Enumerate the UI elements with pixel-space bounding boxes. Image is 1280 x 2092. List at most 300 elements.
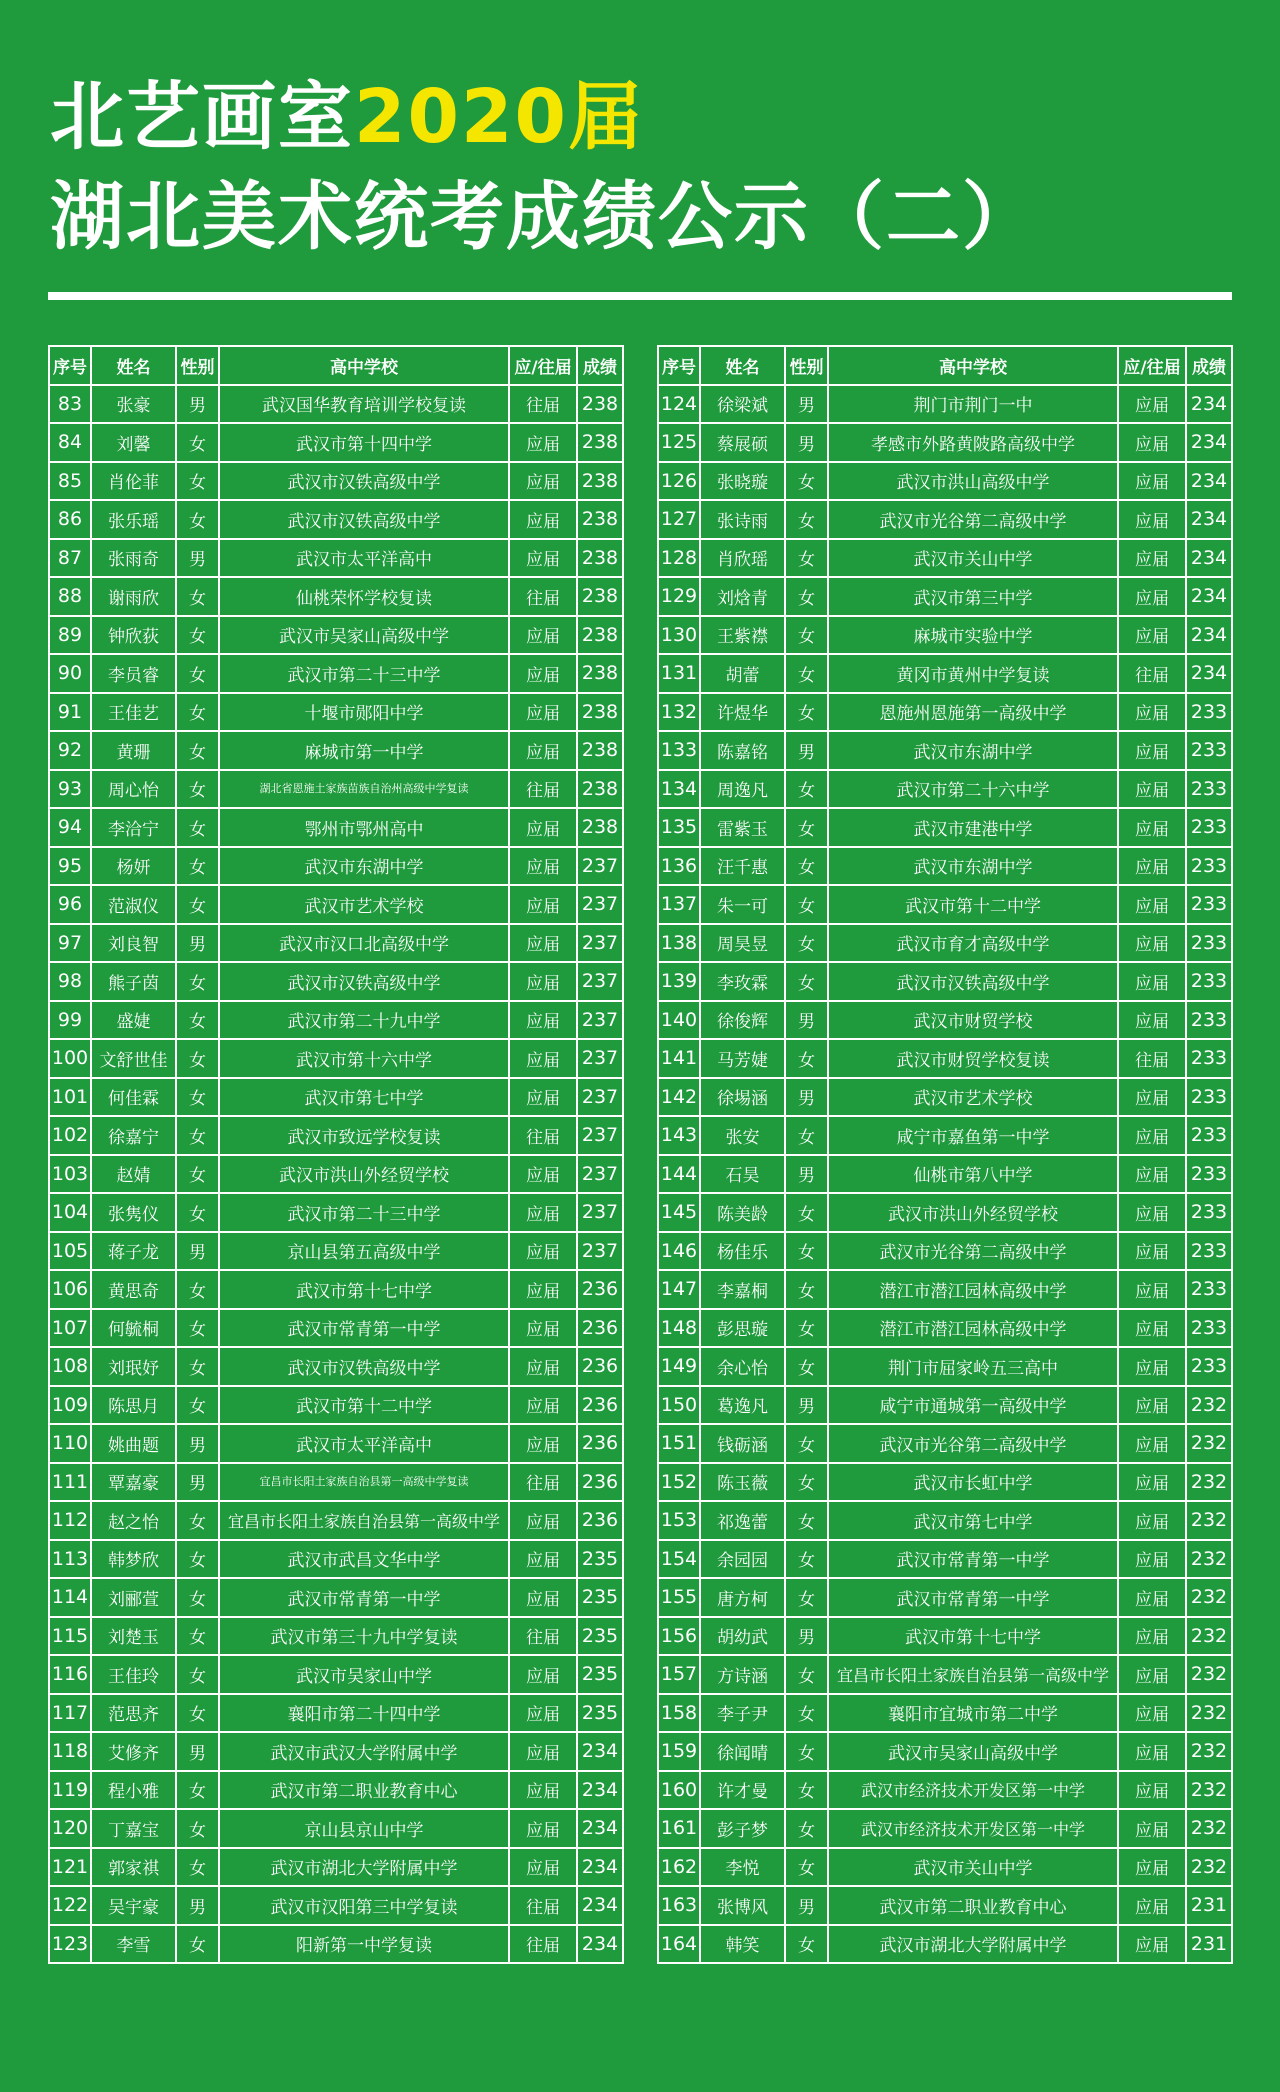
cell-gender: 男 [176, 1463, 219, 1502]
cell-seq: 147 [658, 1270, 700, 1309]
cell-name: 李玫霖 [700, 962, 785, 1001]
cell-score: 237 [577, 1116, 623, 1155]
cell-status: 应届 [1118, 1193, 1186, 1232]
cell-score: 238 [577, 539, 623, 578]
score-table-right [657, 345, 1233, 1964]
table-row [49, 1617, 623, 1656]
cell-school: 仙桃荣怀学校复读 [219, 577, 509, 616]
cell-status: 应届 [509, 924, 577, 963]
cell-gender: 女 [176, 1193, 219, 1232]
cell-name: 葛逸凡 [700, 1386, 785, 1425]
cell-name: 张隽仪 [91, 1193, 176, 1232]
title-studio-name: 北艺画室 [50, 74, 354, 160]
cell-seq: 97 [49, 924, 91, 963]
cell-name: 周心怡 [91, 770, 176, 809]
cell-name: 范淑仪 [91, 885, 176, 924]
cell-school: 武汉市常青第一中学 [828, 1540, 1118, 1579]
cell-seq: 164 [658, 1925, 700, 1964]
table-row [49, 847, 623, 886]
column-header-school: 高中学校 [828, 346, 1118, 385]
cell-name: 姚曲题 [91, 1424, 176, 1463]
cell-gender: 女 [176, 1270, 219, 1309]
cell-score: 237 [577, 1232, 623, 1271]
cell-seq: 161 [658, 1809, 700, 1848]
cell-gender: 女 [176, 500, 219, 539]
cell-school: 武汉市第十四中学 [219, 423, 509, 462]
cell-gender: 女 [176, 1925, 219, 1964]
cell-seq: 102 [49, 1116, 91, 1155]
cell-name: 陈思月 [91, 1386, 176, 1425]
cell-name: 周昊昱 [700, 924, 785, 963]
cell-name: 马芳婕 [700, 1039, 785, 1078]
cell-seq: 160 [658, 1771, 700, 1810]
cell-gender: 女 [785, 1848, 828, 1887]
table-row [49, 539, 623, 578]
cell-score: 235 [577, 1694, 623, 1733]
cell-school: 武汉市第二十三中学 [219, 1193, 509, 1232]
cell-gender: 女 [785, 1232, 828, 1271]
cell-name: 刘焓青 [700, 577, 785, 616]
cell-status: 应届 [1118, 539, 1186, 578]
cell-gender: 女 [785, 1732, 828, 1771]
cell-school: 武汉市光谷第二高级中学 [828, 1232, 1118, 1271]
cell-name: 彭子梦 [700, 1809, 785, 1848]
cell-gender: 男 [785, 1386, 828, 1425]
cell-school: 武汉市洪山高级中学 [828, 462, 1118, 501]
cell-score: 232 [1186, 1655, 1232, 1694]
cell-seq: 134 [658, 770, 700, 809]
cell-score: 238 [577, 577, 623, 616]
cell-name: 胡蕾 [700, 654, 785, 693]
cell-seq: 87 [49, 539, 91, 578]
cell-score: 231 [1186, 1925, 1232, 1964]
cell-seq: 119 [49, 1771, 91, 1810]
table-row [49, 1463, 623, 1502]
table-row [658, 1001, 1232, 1040]
cell-gender: 男 [176, 1232, 219, 1271]
cell-gender: 女 [785, 808, 828, 847]
cell-school: 荆门市荆门一中 [828, 385, 1118, 424]
cell-name: 唐方柯 [700, 1578, 785, 1617]
cell-school: 武汉市光谷第二高级中学 [828, 500, 1118, 539]
cell-school: 武汉市东湖中学 [828, 847, 1118, 886]
cell-school: 武汉市光谷第二高级中学 [828, 1424, 1118, 1463]
table-row [658, 1232, 1232, 1271]
cell-score: 232 [1186, 1809, 1232, 1848]
cell-score: 235 [577, 1540, 623, 1579]
cell-score: 233 [1186, 885, 1232, 924]
column-header-name: 姓名 [700, 346, 785, 385]
cell-status: 应届 [1118, 885, 1186, 924]
cell-score: 234 [1186, 539, 1232, 578]
cell-score: 234 [577, 1925, 623, 1964]
cell-score: 233 [1186, 962, 1232, 1001]
table-row [658, 1193, 1232, 1232]
cell-name: 刘楚玉 [91, 1617, 176, 1656]
cell-score: 233 [1186, 1309, 1232, 1348]
cell-gender: 女 [176, 808, 219, 847]
column-header-gender: 性别 [785, 346, 828, 385]
cell-score: 233 [1186, 808, 1232, 847]
table-body [49, 385, 623, 1964]
cell-status: 应届 [509, 1386, 577, 1425]
cell-seq: 95 [49, 847, 91, 886]
cell-score: 234 [577, 1809, 623, 1848]
cell-seq: 154 [658, 1540, 700, 1579]
cell-name: 徐俊辉 [700, 1001, 785, 1040]
cell-name: 陈美龄 [700, 1193, 785, 1232]
table-row [49, 693, 623, 732]
cell-gender: 女 [785, 1039, 828, 1078]
cell-score: 238 [577, 654, 623, 693]
cell-status: 应届 [1118, 1270, 1186, 1309]
cell-score: 233 [1186, 924, 1232, 963]
cell-name: 张博风 [700, 1886, 785, 1925]
cell-status: 应届 [509, 423, 577, 462]
table-row [49, 1078, 623, 1117]
cell-seq: 99 [49, 1001, 91, 1040]
cell-gender: 男 [176, 539, 219, 578]
cell-score: 232 [1186, 1386, 1232, 1425]
cell-school: 鄂州市鄂州高中 [219, 808, 509, 847]
cell-seq: 138 [658, 924, 700, 963]
cell-score: 232 [1186, 1732, 1232, 1771]
cell-score: 236 [577, 1463, 623, 1502]
cell-status: 应届 [509, 1309, 577, 1348]
cell-status: 应届 [509, 1732, 577, 1771]
cell-status: 应届 [1118, 1578, 1186, 1617]
cell-school: 麻城市第一中学 [219, 731, 509, 770]
cell-seq: 84 [49, 423, 91, 462]
table-row [658, 1039, 1232, 1078]
cell-score: 234 [577, 1886, 623, 1925]
cell-name: 艾修齐 [91, 1732, 176, 1771]
cell-school: 武汉市太平洋高中 [219, 539, 509, 578]
table-header-row [658, 346, 1232, 385]
cell-status: 往届 [509, 1116, 577, 1155]
cell-gender: 男 [176, 1424, 219, 1463]
cell-name: 赵婧 [91, 1155, 176, 1194]
cell-school: 咸宁市嘉鱼第一中学 [828, 1116, 1118, 1155]
table-row [658, 539, 1232, 578]
cell-school: 武汉市汉阳第三中学复读 [219, 1886, 509, 1925]
cell-name: 雷紫玉 [700, 808, 785, 847]
cell-status: 应届 [509, 847, 577, 886]
cell-school: 潜江市潜江园林高级中学 [828, 1309, 1118, 1348]
table-row [49, 1578, 623, 1617]
cell-gender: 女 [176, 462, 219, 501]
table-row [658, 1270, 1232, 1309]
cell-gender: 女 [785, 462, 828, 501]
cell-school: 武汉市第三十九中学复读 [219, 1617, 509, 1656]
cell-gender: 女 [785, 1809, 828, 1848]
table-row [49, 924, 623, 963]
table-row [658, 654, 1232, 693]
cell-status: 往届 [509, 1925, 577, 1964]
cell-score: 238 [577, 462, 623, 501]
cell-seq: 100 [49, 1039, 91, 1078]
cell-school: 武汉市吴家山高级中学 [219, 616, 509, 655]
cell-gender: 女 [176, 1694, 219, 1733]
cell-gender: 女 [785, 885, 828, 924]
cell-seq: 111 [49, 1463, 91, 1502]
cell-seq: 93 [49, 770, 91, 809]
cell-school: 潜江市潜江园林高级中学 [828, 1270, 1118, 1309]
cell-seq: 115 [49, 1617, 91, 1656]
cell-score: 232 [1186, 1848, 1232, 1887]
cell-gender: 女 [176, 1309, 219, 1348]
cell-name: 刘郦萱 [91, 1578, 176, 1617]
cell-gender: 女 [176, 423, 219, 462]
cell-name: 张晓璇 [700, 462, 785, 501]
cell-seq: 151 [658, 1424, 700, 1463]
column-header-school: 高中学校 [219, 346, 509, 385]
cell-seq: 96 [49, 885, 91, 924]
page-title-line1 [50, 72, 644, 162]
cell-gender: 女 [176, 577, 219, 616]
table-row [658, 1732, 1232, 1771]
cell-score: 233 [1186, 1270, 1232, 1309]
cell-name: 杨佳乐 [700, 1232, 785, 1271]
cell-seq: 117 [49, 1694, 91, 1733]
cell-name: 吴宇豪 [91, 1886, 176, 1925]
cell-score: 237 [577, 885, 623, 924]
table-row [658, 1309, 1232, 1348]
cell-status: 应届 [1118, 731, 1186, 770]
cell-status: 应届 [509, 808, 577, 847]
table-row [658, 1540, 1232, 1579]
cell-seq: 114 [49, 1578, 91, 1617]
cell-name: 黄思奇 [91, 1270, 176, 1309]
table-row [49, 731, 623, 770]
cell-score: 232 [1186, 1501, 1232, 1540]
cell-status: 应届 [1118, 1540, 1186, 1579]
table-row [658, 500, 1232, 539]
cell-score: 237 [577, 924, 623, 963]
cell-school: 武汉市东湖中学 [219, 847, 509, 886]
cell-status: 应届 [1118, 1886, 1186, 1925]
cell-name: 肖欣瑶 [700, 539, 785, 578]
cell-seq: 146 [658, 1232, 700, 1271]
cell-name: 王紫襟 [700, 616, 785, 655]
cell-name: 胡幼武 [700, 1617, 785, 1656]
cell-school: 武汉市常青第一中学 [828, 1578, 1118, 1617]
cell-name: 文舒世佳 [91, 1039, 176, 1078]
cell-score: 233 [1186, 1232, 1232, 1271]
cell-score: 236 [577, 1501, 623, 1540]
cell-seq: 106 [49, 1270, 91, 1309]
cell-seq: 94 [49, 808, 91, 847]
table-row [49, 1386, 623, 1425]
cell-name: 李子尹 [700, 1694, 785, 1733]
cell-gender: 女 [176, 1116, 219, 1155]
table-row [658, 1655, 1232, 1694]
cell-seq: 110 [49, 1424, 91, 1463]
cell-name: 程小雅 [91, 1771, 176, 1810]
cell-status: 应届 [509, 1578, 577, 1617]
cell-status: 应届 [509, 1078, 577, 1117]
table-row [49, 962, 623, 1001]
cell-gender: 女 [176, 1771, 219, 1810]
table-row [49, 1771, 623, 1810]
cell-seq: 141 [658, 1039, 700, 1078]
cell-gender: 男 [176, 924, 219, 963]
cell-name: 王佳玲 [91, 1655, 176, 1694]
table-row [49, 577, 623, 616]
cell-name: 蒋子龙 [91, 1232, 176, 1271]
cell-name: 何毓桐 [91, 1309, 176, 1348]
table-row [49, 885, 623, 924]
cell-school: 武汉市汉铁高级中学 [219, 962, 509, 1001]
table-row [658, 1386, 1232, 1425]
table-row [658, 1809, 1232, 1848]
cell-score: 234 [1186, 500, 1232, 539]
cell-status: 应届 [509, 1771, 577, 1810]
cell-score: 233 [1186, 1001, 1232, 1040]
cell-status: 应届 [1118, 1424, 1186, 1463]
cell-name: 刘馨 [91, 423, 176, 462]
cell-status: 应届 [509, 1193, 577, 1232]
cell-name: 李悦 [700, 1848, 785, 1887]
table-row [49, 808, 623, 847]
cell-score: 233 [1186, 731, 1232, 770]
cell-name: 何佳霖 [91, 1078, 176, 1117]
cell-name: 徐嘉宁 [91, 1116, 176, 1155]
cell-seq: 116 [49, 1655, 91, 1694]
table-row [49, 616, 623, 655]
cell-score: 234 [1186, 462, 1232, 501]
cell-status: 应届 [1118, 808, 1186, 847]
cell-school: 武汉市汉铁高级中学 [219, 500, 509, 539]
score-table-left [48, 345, 624, 1964]
cell-gender: 女 [785, 539, 828, 578]
cell-score: 234 [1186, 616, 1232, 655]
cell-gender: 男 [785, 731, 828, 770]
cell-seq: 144 [658, 1155, 700, 1194]
cell-status: 应届 [1118, 1925, 1186, 1964]
table-row [658, 1848, 1232, 1887]
cell-school: 武汉市太平洋高中 [219, 1424, 509, 1463]
cell-seq: 140 [658, 1001, 700, 1040]
cell-seq: 86 [49, 500, 91, 539]
cell-school: 襄阳市第二十四中学 [219, 1694, 509, 1733]
cell-seq: 136 [658, 847, 700, 886]
cell-gender: 女 [785, 577, 828, 616]
cell-status: 应届 [509, 1155, 577, 1194]
cell-name: 丁嘉宝 [91, 1809, 176, 1848]
cell-school: 武汉市经济技术开发区第一中学 [828, 1809, 1118, 1848]
cell-status: 应届 [1118, 1848, 1186, 1887]
cell-name: 覃嘉豪 [91, 1463, 176, 1502]
cell-gender: 女 [176, 1039, 219, 1078]
cell-name: 钱砺涵 [700, 1424, 785, 1463]
table-row [49, 1655, 623, 1694]
cell-name: 李员睿 [91, 654, 176, 693]
cell-score: 232 [1186, 1578, 1232, 1617]
cell-status: 应届 [509, 1501, 577, 1540]
title-divider [48, 292, 1232, 300]
title-year: 2020届 [354, 74, 644, 160]
cell-name: 张豪 [91, 385, 176, 424]
table-row [49, 1309, 623, 1348]
cell-seq: 149 [658, 1347, 700, 1386]
cell-score: 237 [577, 1155, 623, 1194]
cell-gender: 女 [785, 770, 828, 809]
cell-score: 234 [1186, 385, 1232, 424]
cell-seq: 157 [658, 1655, 700, 1694]
cell-status: 应届 [1118, 1001, 1186, 1040]
cell-name: 张雨奇 [91, 539, 176, 578]
cell-status: 应届 [1118, 577, 1186, 616]
column-header-name: 姓名 [91, 346, 176, 385]
table-row [658, 885, 1232, 924]
cell-name: 祁逸蕾 [700, 1501, 785, 1540]
cell-gender: 女 [176, 1001, 219, 1040]
cell-name: 方诗涵 [700, 1655, 785, 1694]
cell-score: 236 [577, 1309, 623, 1348]
cell-school: 孝感市外路黄陂路高级中学 [828, 423, 1118, 462]
cell-score: 237 [577, 1078, 623, 1117]
cell-school: 武汉市汉铁高级中学 [219, 462, 509, 501]
table-row [49, 654, 623, 693]
table-row [658, 1925, 1232, 1964]
cell-gender: 男 [785, 1155, 828, 1194]
cell-school: 十堰市郧阳中学 [219, 693, 509, 732]
cell-score: 238 [577, 423, 623, 462]
table-row [658, 1501, 1232, 1540]
cell-score: 237 [577, 962, 623, 1001]
cell-name: 赵之怡 [91, 1501, 176, 1540]
cell-name: 刘珉妤 [91, 1347, 176, 1386]
cell-school: 咸宁市通城第一高级中学 [828, 1386, 1118, 1425]
cell-score: 238 [577, 693, 623, 732]
table-row [49, 770, 623, 809]
cell-score: 236 [577, 1347, 623, 1386]
cell-score: 233 [1186, 1116, 1232, 1155]
cell-status: 应届 [1118, 1386, 1186, 1425]
cell-status: 应届 [1118, 1232, 1186, 1271]
column-header-score: 成绩 [1186, 346, 1232, 385]
cell-seq: 150 [658, 1386, 700, 1425]
table-row [658, 385, 1232, 424]
cell-status: 应届 [1118, 1809, 1186, 1848]
table-row [49, 1347, 623, 1386]
cell-name: 李嘉桐 [700, 1270, 785, 1309]
cell-gender: 女 [785, 654, 828, 693]
cell-score: 236 [577, 1270, 623, 1309]
cell-score: 234 [1186, 423, 1232, 462]
cell-name: 张安 [700, 1116, 785, 1155]
table-row [658, 924, 1232, 963]
cell-status: 应届 [1118, 1694, 1186, 1733]
table-row [49, 1809, 623, 1848]
cell-gender: 女 [785, 1193, 828, 1232]
cell-seq: 153 [658, 1501, 700, 1540]
cell-status: 应届 [1118, 462, 1186, 501]
cell-name: 杨妍 [91, 847, 176, 886]
cell-status: 往届 [1118, 654, 1186, 693]
cell-status: 应届 [509, 962, 577, 1001]
cell-status: 应届 [509, 1694, 577, 1733]
cell-school: 武汉市汉铁高级中学 [828, 962, 1118, 1001]
cell-gender: 男 [785, 1078, 828, 1117]
cell-status: 应届 [509, 1347, 577, 1386]
cell-name: 黄珊 [91, 731, 176, 770]
cell-gender: 女 [785, 924, 828, 963]
cell-name: 汪千惠 [700, 847, 785, 886]
cell-status: 应届 [1118, 1771, 1186, 1810]
cell-name: 陈玉薇 [700, 1463, 785, 1502]
